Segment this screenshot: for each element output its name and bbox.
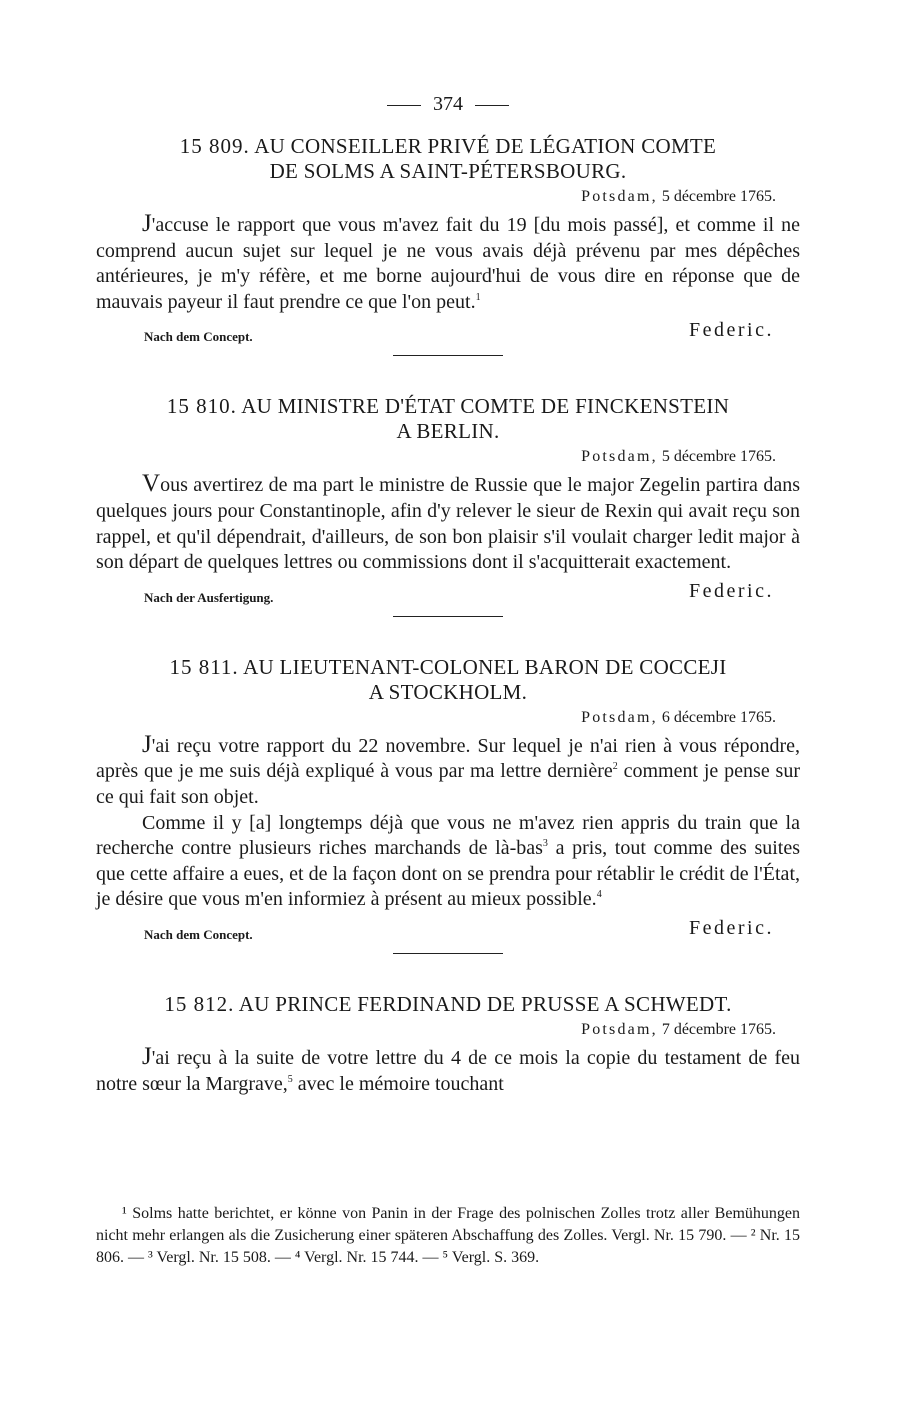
- letter-paragraph: [96, 471, 800, 575]
- letter-heading-line2: A BERLIN.: [396, 419, 500, 444]
- letter-place: Potsdam,: [581, 448, 658, 466]
- paragraph-text: 'accuse le rapport que vous m'avez fait du 19 [du mois passé], et comme il ne comprend aucun sujet sur lequel je ne vous avais déjà prévenu par mes dépêches antérieures, je m'y réfère, et me borne aujourd'hui de vous dire en réponse que de mauvais payeur il faut prendre ce que l'on peut.: [96, 214, 800, 313]
- letter-date: 6 décembre 1765.: [661, 708, 776, 726]
- page-number-dash-right: [475, 105, 509, 106]
- letter-heading-line1: AU LIEUTENANT-COLONEL BARON DE COCCEJI: [243, 654, 727, 679]
- paragraph-text: 'ai reçu votre rapport du 22 novembre. Sur lequel je n'ai rien à vous répondre, après que je me suis déjà expliqué à vous par ma lettre dernière: [96, 734, 800, 783]
- letter-body: [96, 471, 800, 575]
- footnote-ref: 3: [542, 838, 548, 850]
- page-number-line: [96, 88, 800, 120]
- initial-letter: J: [142, 730, 152, 758]
- letter-heading-line2: DE SOLMS A SAINT-PÉTERSBOURG.: [269, 159, 627, 183]
- letter-paragraph: [96, 732, 800, 811]
- letter-15811: [96, 655, 800, 954]
- separator-rule: [393, 953, 503, 954]
- letter-paragraph: [96, 811, 800, 913]
- initial-letter: J: [142, 1042, 152, 1070]
- paragraph-text: Comme il y [a] longtemps déjà que vous ne m'avez rien appris du train que la recherche contre plusieurs riches marchands de là-bas: [96, 811, 800, 860]
- letter-number: 15 812.: [164, 991, 235, 1016]
- footnote-ref: 2: [612, 761, 618, 773]
- initial-letter: V: [142, 470, 161, 498]
- letter-heading-line1: AU PRINCE FERDINAND DE PRUSSE A SCHWEDT.: [238, 991, 732, 1016]
- page-number-dash-left: [387, 105, 421, 106]
- letter-heading: [96, 992, 800, 1017]
- letter-paragraph: [96, 1044, 800, 1097]
- signature: Federic.: [689, 579, 774, 602]
- letter-place: Potsdam,: [581, 188, 658, 205]
- letter-footer: [96, 917, 800, 945]
- letter-dateline: [96, 708, 776, 728]
- letter-number: 15 810.: [166, 394, 237, 419]
- letter-15809: [96, 134, 800, 356]
- footnote-text: ¹ Solms hatte berichtet, er könne von Panin in der Frage des polnischen Zolles trotz aller Bemühungen nicht mehr erlangen als die Zusicherung einer späteren Abschaffung des Zolles. Vergl. Nr. 15 790. — ² Nr. 15 806. — ³ Vergl. Nr. 15 508. — ⁴ Vergl. Nr. 15 744. — ⁵ Vergl. S. 369.: [96, 1205, 800, 1266]
- initial-letter: J: [142, 210, 152, 237]
- letter-15812: [96, 992, 800, 1097]
- footnotes: [96, 1203, 800, 1269]
- letter-date: 5 décembre 1765.: [661, 448, 776, 466]
- footnote-ref: 1: [475, 291, 481, 303]
- letter-footer: [96, 580, 800, 608]
- paragraph-text: 'ai reçu à la suite de votre lettre du 4 de ce mois la copie du testament de feu notre sœur la Margrave,: [96, 1046, 800, 1095]
- letter-15810: [96, 394, 800, 616]
- paragraph-text-tail: avec le mémoire touchant: [292, 1072, 504, 1095]
- paragraph-text-tail: a pris, tout comme des suites que cette affaire a eues, et de la façon dont on se prendra pour rétablir le crédit de l'État, je désire que vous m'en informiez à présent au mieux possible.: [96, 837, 800, 911]
- letter-dateline: [96, 187, 776, 207]
- letter-heading: [96, 134, 800, 184]
- letter-body: [96, 1044, 800, 1097]
- footnote-ref: 5: [287, 1073, 293, 1085]
- letter-footer: [96, 319, 800, 347]
- paragraph-text-tail: comment je pense sur ce qui fait son objet.: [96, 760, 800, 808]
- letter-paragraph: [96, 211, 800, 315]
- letter-dateline: [96, 447, 776, 467]
- letter-number: 15 809.: [179, 134, 250, 158]
- footnote-ref: 4: [596, 889, 602, 901]
- source-note: Nach der Ausfertigung.: [144, 589, 274, 605]
- signature: Federic.: [689, 319, 774, 342]
- letter-heading-line1: AU MINISTRE D'ÉTAT COMTE DE FINCKENSTEIN: [241, 394, 730, 419]
- source-note: Nach dem Concept.: [144, 926, 253, 942]
- letter-number: 15 811.: [169, 654, 239, 679]
- letter-body: [96, 211, 800, 315]
- letter-date: 5 décembre 1765.: [661, 188, 776, 205]
- letter-heading-line1: AU CONSEILLER PRIVÉ DE LÉGATION COMTE: [254, 134, 717, 158]
- document-page: [96, 88, 800, 1097]
- letter-dateline: [96, 1020, 776, 1040]
- letter-heading: [96, 655, 800, 705]
- letter-place: Potsdam,: [581, 1020, 658, 1038]
- letter-heading: [96, 394, 800, 444]
- paragraph-text: ous avertirez de ma part le ministre de Russie que le major Zegelin partira dans quelques jours pour Constantinople, afin d'y relever le sieur de Rexin qui avait reçu son rappel, et qu'il dépendrait, d'ailleurs, de son bon plaisir s'il voulait charger ledit major à son départ de quelques lettres ou commissions dont il s'acquitterait exactement.: [96, 474, 800, 574]
- letter-body: [96, 732, 800, 913]
- letter-place: Potsdam,: [581, 708, 658, 726]
- letter-heading-line2: A STOCKHOLM.: [368, 679, 528, 704]
- source-note: Nach dem Concept.: [144, 329, 253, 345]
- signature: Federic.: [689, 916, 774, 939]
- page-number: 374: [433, 93, 463, 115]
- separator-rule: [393, 355, 503, 356]
- separator-rule: [393, 616, 503, 617]
- letter-date: 7 décembre 1765.: [661, 1020, 776, 1038]
